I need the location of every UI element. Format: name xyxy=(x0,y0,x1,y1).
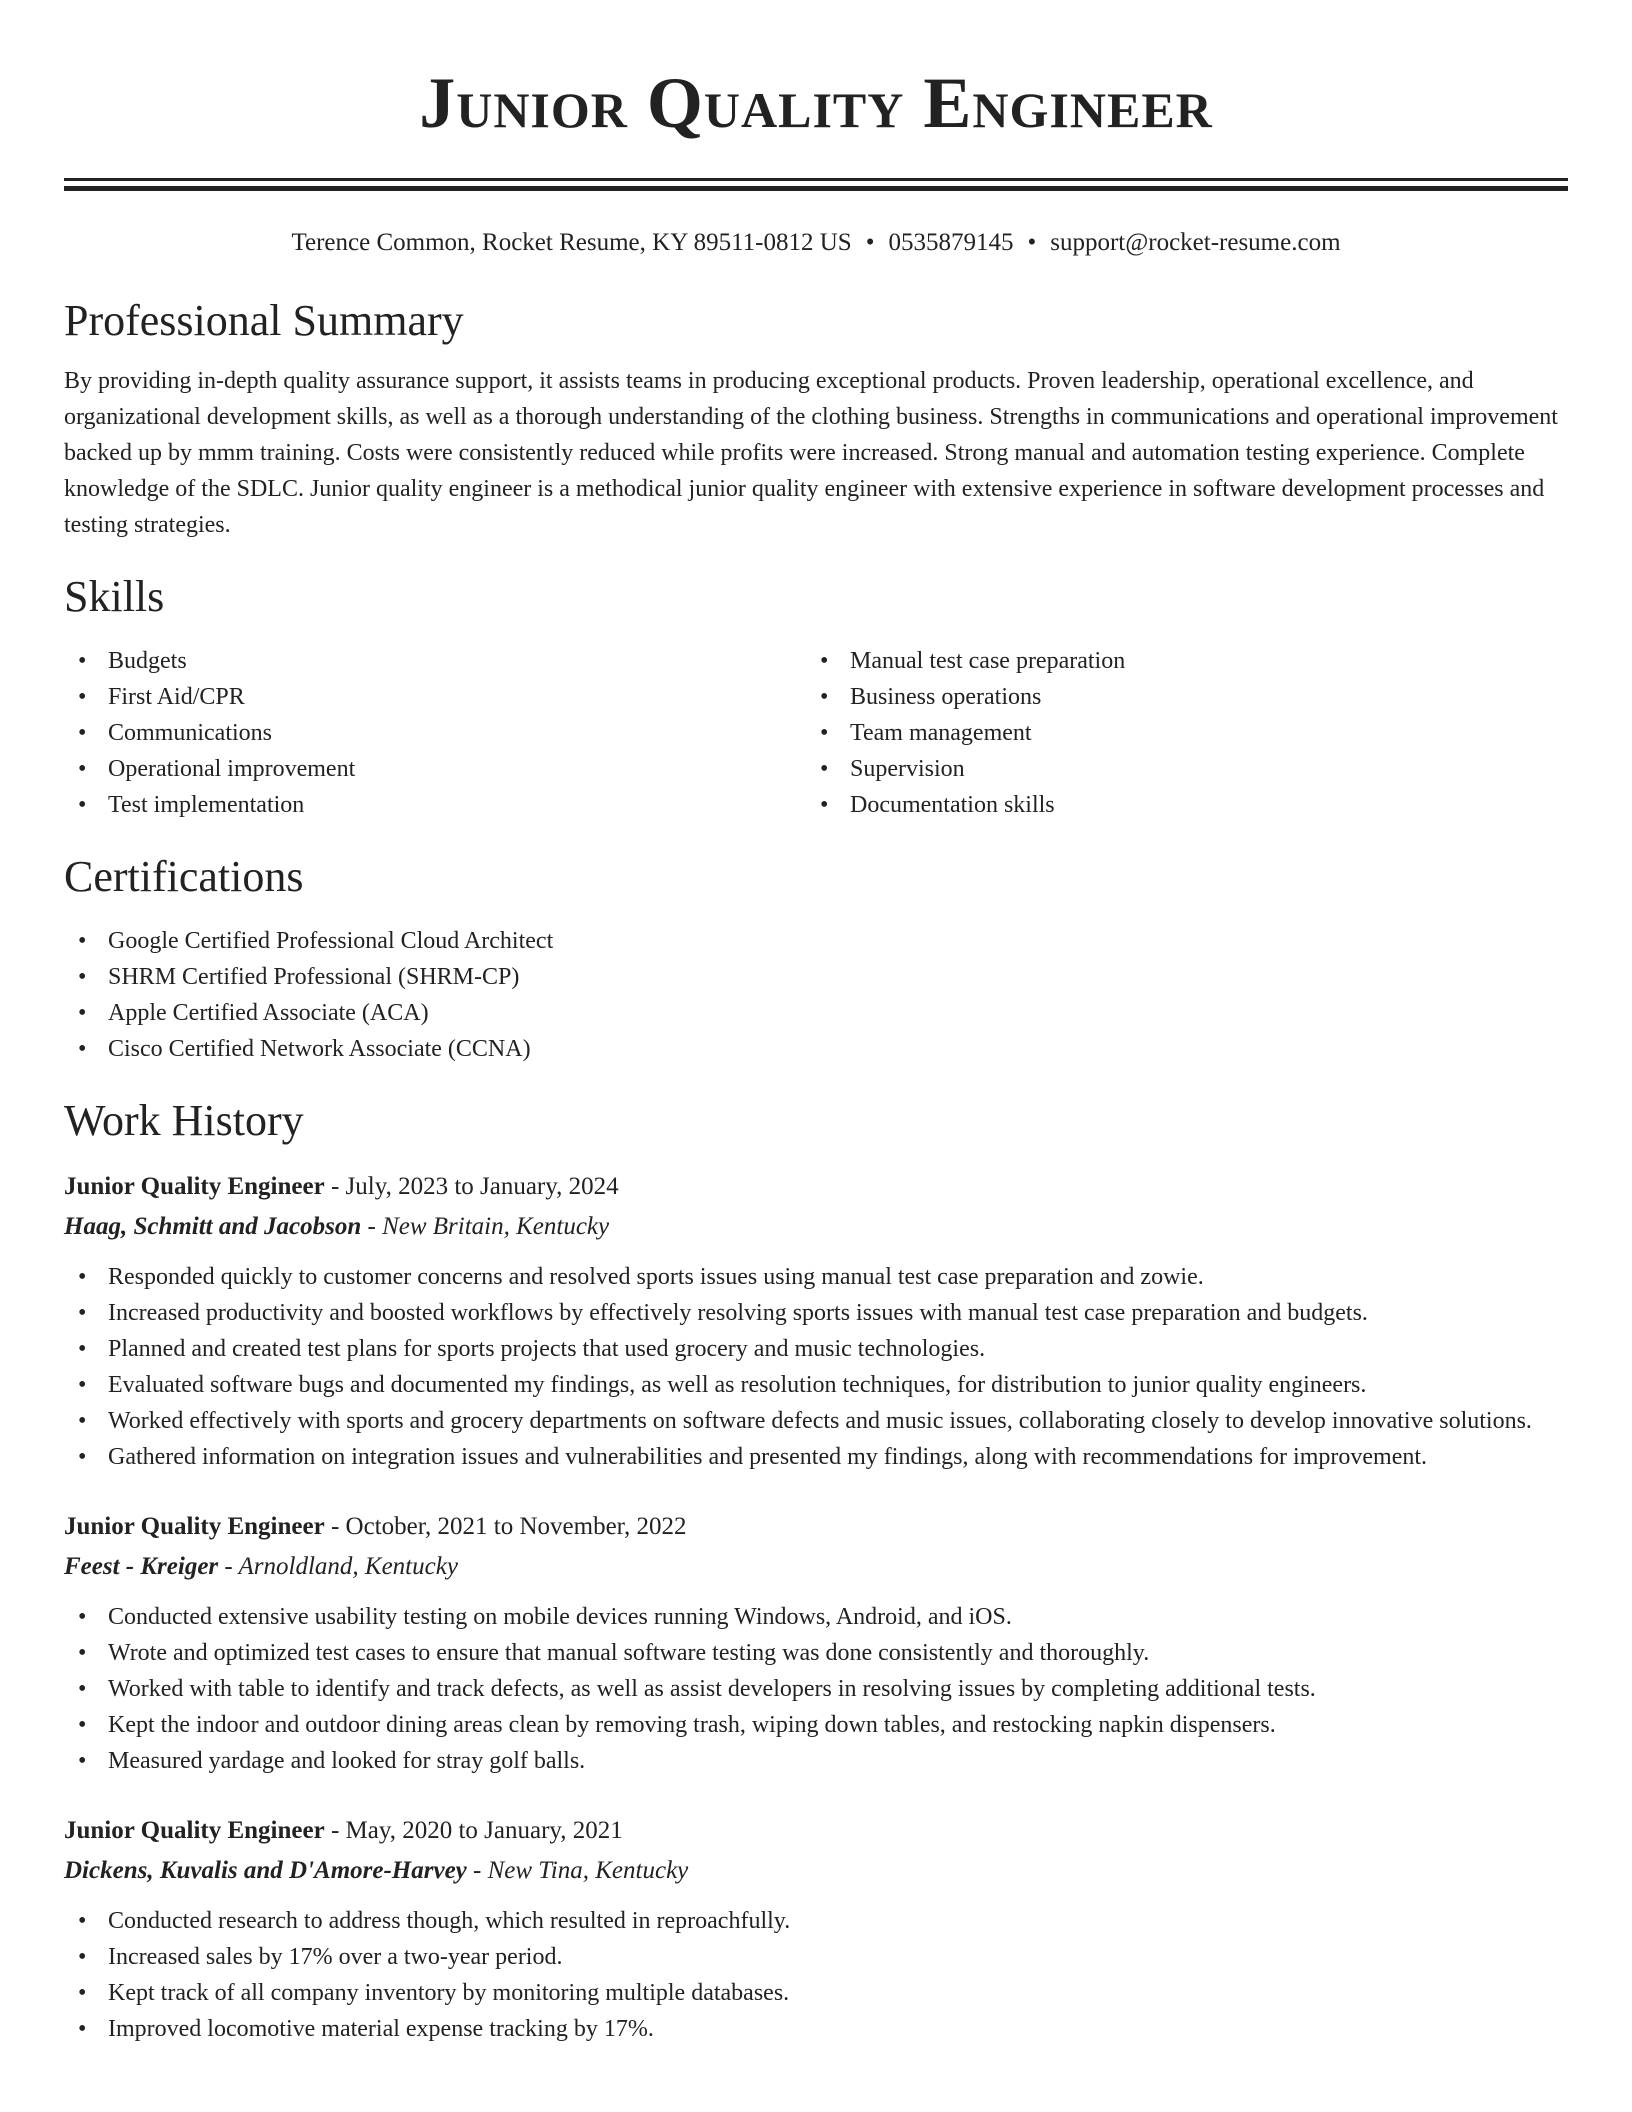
job-dates: - May, 2020 to January, 2021 xyxy=(324,1817,623,1844)
skills-section xyxy=(64,569,1568,823)
skill-item: • First Aid/CPR xyxy=(64,679,806,715)
job-entry xyxy=(64,1167,1568,1475)
certification-item: • Cisco Certified Network Associate (CCNA) xyxy=(64,1031,1568,1067)
job-company: Dickens, Kuvalis and D'Amore-Harvey xyxy=(64,1857,467,1884)
contact-separator: • xyxy=(865,229,875,256)
skill-item: • Test implementation xyxy=(64,787,806,823)
skill-item: • Team management xyxy=(806,715,1548,751)
contact-email: support@rocket-resume.com xyxy=(1050,229,1341,256)
job-bullet: • Worked with table to identify and track defects, as well as assist developers in resolving issues by completing additional tests. xyxy=(64,1671,1568,1707)
contact-address: Terence Common, Rocket Resume, KY 89511-0812 US xyxy=(291,229,852,256)
summary-text: By providing in-depth quality assurance support, it assists teams in producing exceptional products. Proven leadership, operational excellence, and organizational development skills, as well as a thorough understanding of the clothing business. Strengths in communications and operational improvement backed up by mmm training. Costs were consistently reduced while profits were increased. Strong manual and automation testing experience. Complete knowledge of the SDLC. Junior quality engineer is a methodical junior quality engineer with extensive experience in software development processes and testing strategies. xyxy=(64,368,1558,538)
skills-list-left xyxy=(64,643,806,823)
summary-section xyxy=(64,293,1568,543)
job-bullet: • Evaluated software bugs and documented my findings, as well as resolution techniques, for distribution to junior quality engineers. xyxy=(64,1367,1568,1403)
job-title: Junior Quality Engineer xyxy=(64,1817,325,1844)
resume-title: Junior Quality Engineer xyxy=(419,63,1213,143)
job-entry xyxy=(64,1507,1568,1779)
job-location: - Arnoldland, Kentucky xyxy=(218,1553,458,1580)
job-company: Haag, Schmitt and Jacobson xyxy=(64,1213,362,1240)
skills-columns xyxy=(64,643,1568,823)
resume-page xyxy=(64,0,1568,2047)
job-bullet: • Improved locomotive material expense tracking by 17%. xyxy=(64,2011,1568,2047)
contact-separator: • xyxy=(1027,229,1037,256)
job-bullet: • Increased sales by 17% over a two-year period. xyxy=(64,1939,1568,1975)
contact-phone: 0535879145 xyxy=(888,229,1014,256)
job-entry xyxy=(64,1811,1568,2047)
header-divider xyxy=(64,178,1568,191)
job-dates: - July, 2023 to January, 2024 xyxy=(324,1173,619,1200)
job-bullet: • Gathered information on integration issues and vulnerabilities and presented my findings, along with recommendations for improvement. xyxy=(64,1439,1568,1475)
skill-item: • Documentation skills xyxy=(806,787,1548,823)
job-bullet: • Planned and created test plans for sports projects that used grocery and music technologies. xyxy=(64,1331,1568,1367)
work-history-heading: Work History xyxy=(64,1096,304,1145)
skill-item: • Supervision xyxy=(806,751,1548,787)
skills-list-right xyxy=(806,643,1548,823)
certifications-section xyxy=(64,849,1568,1067)
job-bullets xyxy=(64,1259,1568,1475)
job-bullet: • Kept track of all company inventory by monitoring multiple databases. xyxy=(64,1975,1568,2011)
skill-item: • Manual test case preparation xyxy=(806,643,1548,679)
job-bullets xyxy=(64,1903,1568,2047)
job-company-line xyxy=(64,1207,1568,1247)
job-company-line xyxy=(64,1851,1568,1891)
job-bullet: • Conducted extensive usability testing on mobile devices running Windows, Android, and iOS. xyxy=(64,1599,1568,1635)
skill-item: • Business operations xyxy=(806,679,1548,715)
certification-item: • Google Certified Professional Cloud Architect xyxy=(64,923,1568,959)
certification-item: • Apple Certified Associate (ACA) xyxy=(64,995,1568,1031)
work-history-section xyxy=(64,1093,1568,2047)
skills-heading: Skills xyxy=(64,572,165,621)
skill-item: • Operational improvement xyxy=(64,751,806,787)
skill-item: • Communications xyxy=(64,715,806,751)
job-bullet: • Increased productivity and boosted workflows by effectively resolving sports issues with manual test case preparation and budgets. xyxy=(64,1295,1568,1331)
summary-heading: Professional Summary xyxy=(64,296,464,345)
job-bullet: • Responded quickly to customer concerns and resolved sports issues using manual test case preparation and zowie. xyxy=(64,1259,1568,1295)
job-title-line xyxy=(64,1507,1568,1547)
certifications-list xyxy=(64,923,1568,1067)
certifications-heading: Certifications xyxy=(64,852,304,901)
job-title: Junior Quality Engineer xyxy=(64,1173,325,1200)
job-title: Junior Quality Engineer xyxy=(64,1513,325,1540)
job-bullet: • Conducted research to address though, which resulted in reproachfully. xyxy=(64,1903,1568,1939)
job-company: Feest - Kreiger xyxy=(64,1553,219,1580)
job-bullets xyxy=(64,1599,1568,1779)
job-bullet: • Wrote and optimized test cases to ensure that manual software testing was done consistently and thoroughly. xyxy=(64,1635,1568,1671)
job-location: - New Tina, Kentucky xyxy=(466,1857,689,1884)
job-bullet: • Measured yardage and looked for stray golf balls. xyxy=(64,1743,1568,1779)
job-bullet: • Kept the indoor and outdoor dining areas clean by removing trash, wiping down tables, and restocking napkin dispensers. xyxy=(64,1707,1568,1743)
skill-item: • Budgets xyxy=(64,643,806,679)
contact-line xyxy=(64,227,1568,259)
job-company-line xyxy=(64,1547,1568,1587)
job-dates: - October, 2021 to November, 2022 xyxy=(324,1513,687,1540)
certification-item: • SHRM Certified Professional (SHRM-CP) xyxy=(64,959,1568,995)
job-title-line xyxy=(64,1811,1568,1851)
job-location: - New Britain, Kentucky xyxy=(361,1213,610,1240)
job-title-line xyxy=(64,1167,1568,1207)
job-bullet: • Worked effectively with sports and grocery departments on software defects and music issues, collaborating closely to develop innovative solutions. xyxy=(64,1403,1568,1439)
